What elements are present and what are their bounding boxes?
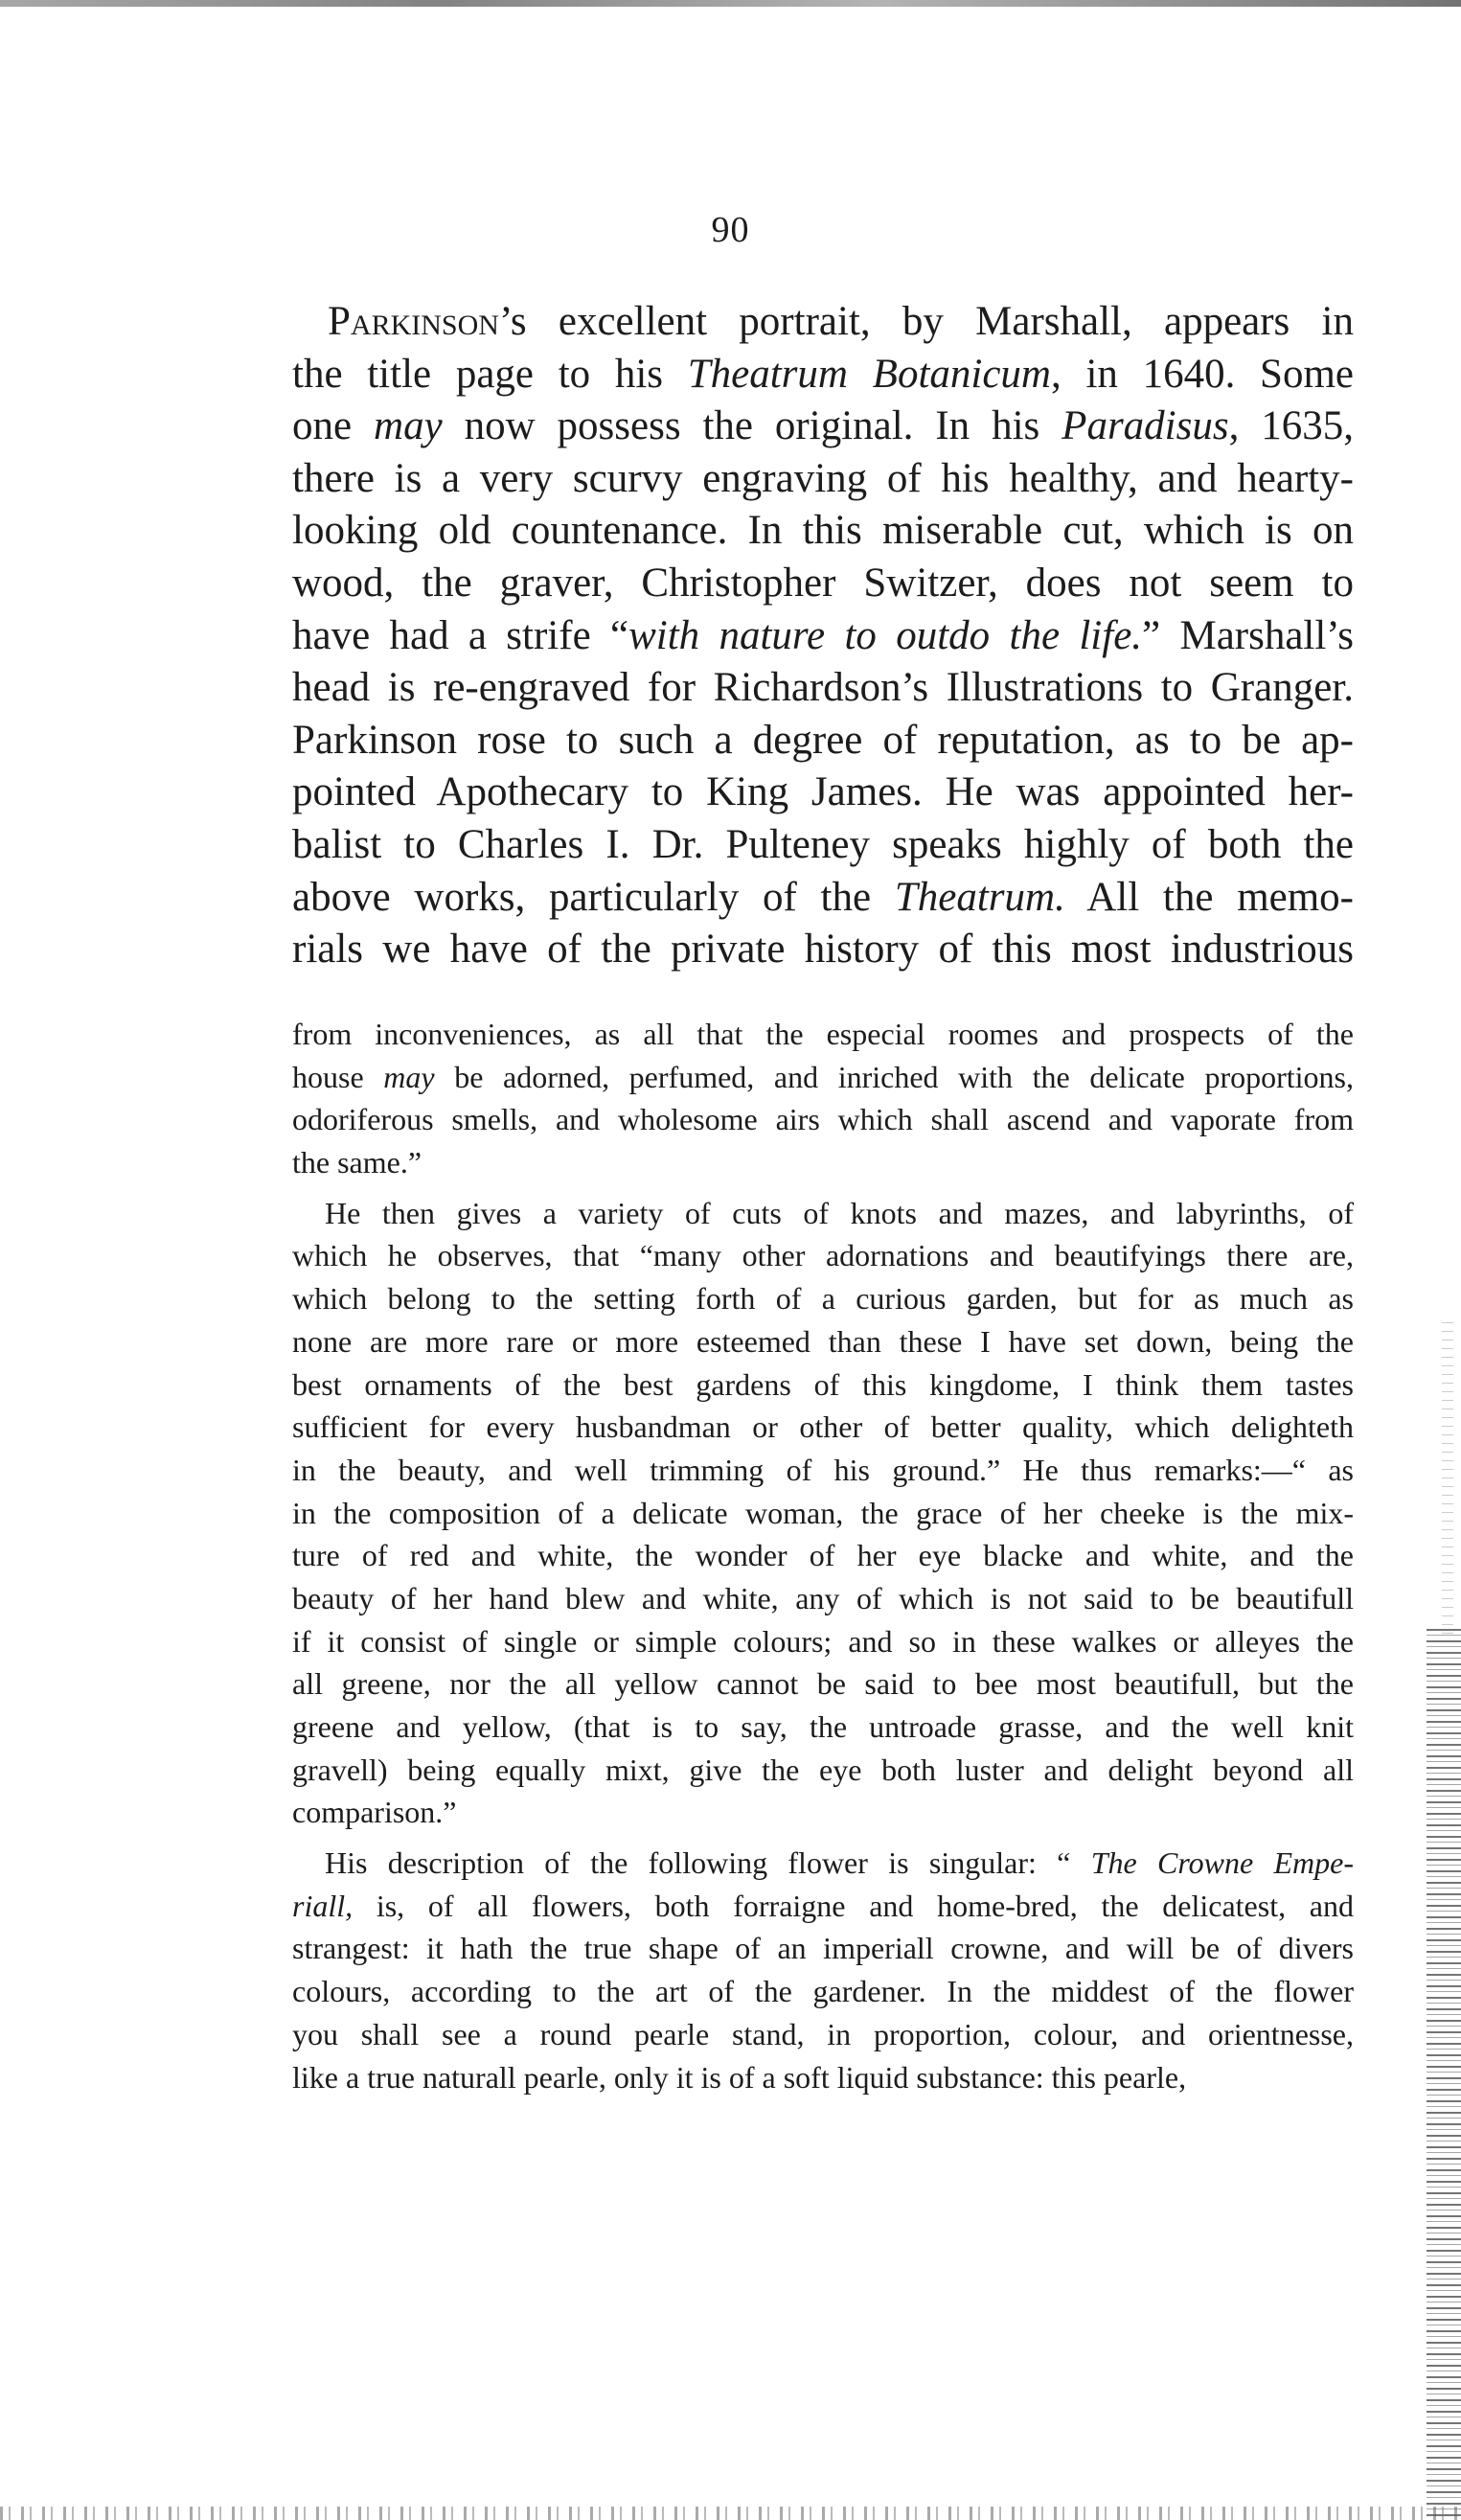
footnote-line: best ornaments of the best gardens of this kingdome, I think them tastes (292, 1366, 1354, 1402)
footnote-line: none are more rare or more esteemed than these I have set down, being the (292, 1323, 1354, 1359)
footnote-paragraph-2 (292, 1192, 1354, 1834)
page-edge-texture (1442, 1322, 1453, 1638)
main-text-line: one may now possess the original. In his Paradisus, 1635, (292, 403, 1355, 449)
footnote-line: ture of red and white, the wonder of her eye blacke and white, and the (292, 1538, 1354, 1573)
footnote-line: you shall see a round pearle stand, in proportion, colour, and orientnesse, (292, 2016, 1354, 2051)
footnote-paragraph-3 (292, 1842, 1354, 2098)
footnote-line: which he observes, that “many other adornations and beautifyings there are, (292, 1238, 1354, 1273)
footnote-block (292, 1013, 1354, 2098)
footnote-line: if it consist of single or simple colours; and so in these walkes or alleyes the (292, 1623, 1354, 1659)
main-text-line: looking old countenance. In this miserable cut, which is on (292, 508, 1354, 554)
footnote-line: comparison.” (292, 1795, 457, 1830)
main-text-block (292, 296, 1354, 976)
footnote-line: riall, is, of all flowers, both forraigne and home-bred, the delicatest, and (292, 1888, 1354, 1923)
footnote-line: greene and yellow, (that is to say, the untroade grasse, and the well knit (292, 1709, 1354, 1744)
footnote-line: odoriferous smells, and wholesome airs which shall ascend and vaporate from (292, 1102, 1354, 1137)
main-text-line: have had a strife “with nature to outdo the life.” Marshall’s (292, 612, 1354, 658)
footnote-line: His description of the following flower is singular: “ The Crowne Empe- (325, 1845, 1355, 1881)
footnote-line: like a true naturall pearle, only it is of a soft liquid substance: this pearle, (292, 2059, 1187, 2095)
main-text-line: above works, particularly of the Theatrum. All the memo- (292, 874, 1355, 920)
page-number: 90 (711, 210, 750, 250)
main-text-line: the title page to his Theatrum Botanicum, in 1640. Some (292, 351, 1354, 397)
footnote-line: beauty of her hand blew and white, any of which is not said to be beautifull (292, 1580, 1354, 1615)
footnote-line: gravell) being equally mixt, give the eye both luster and delight beyond all (292, 1752, 1354, 1787)
footnote-line: in the composition of a delicate woman, the grace of her cheeke is the mix- (292, 1495, 1354, 1530)
footnote-line: He then gives a variety of cuts of knots and mazes, and labyrinths, of (325, 1195, 1354, 1230)
main-text-line: pointed Apothecary to King James. He was appointed her- (292, 769, 1354, 815)
footnote-line: house may be adorned, perfumed, and inriched with the delicate proportions, (292, 1059, 1354, 1094)
footnote-line: colours, according to the art of the gardener. In the middest of the flower (292, 1974, 1354, 2009)
footnote-line: from inconveniences, as all that the especial roomes and prospects of the (292, 1017, 1354, 1051)
bottom-edge-rule (0, 2507, 1461, 2520)
main-text-line: Parkinson’s excellent portrait, by Marshall, appears in (328, 299, 1354, 344)
main-text-line: rials we have of the private history of this most industrious (292, 927, 1354, 973)
top-edge-rule (0, 0, 1461, 7)
footnote-paragraph-1 (292, 1013, 1354, 1184)
footnote-line: in the beauty, and well trimming of his ground.” He thus remarks:—“ as (292, 1452, 1354, 1487)
footnote-line: sufficient for every husbandman or other of better quality, which delighteth (292, 1409, 1354, 1445)
footnote-line: strangest: it hath the true shape of an imperiall crowne, and will be of divers (292, 1931, 1354, 1966)
footnote-line: which belong to the setting forth of a curious garden, but for as much as (292, 1281, 1354, 1317)
main-text-line: head is re-engraved for Richardson’s Illustrations to Granger. (292, 665, 1354, 711)
main-text-line: wood, the graver, Christopher Switzer, does not seem to (292, 560, 1354, 606)
main-text-line: there is a very scurvy engraving of his healthy, and hearty- (292, 455, 1354, 501)
page-edge-binding (1427, 1629, 1461, 2520)
footnote-line: all greene, nor the all yellow cannot be said to bee most beautifull, but the (292, 1666, 1354, 1702)
footnote-line: the same.” (292, 1145, 422, 1180)
main-text-line: balist to Charles I. Dr. Pulteney speaks highly of both the (292, 821, 1354, 867)
main-text-line: Parkinson rose to such a degree of reputation, as to be ap- (292, 717, 1354, 763)
